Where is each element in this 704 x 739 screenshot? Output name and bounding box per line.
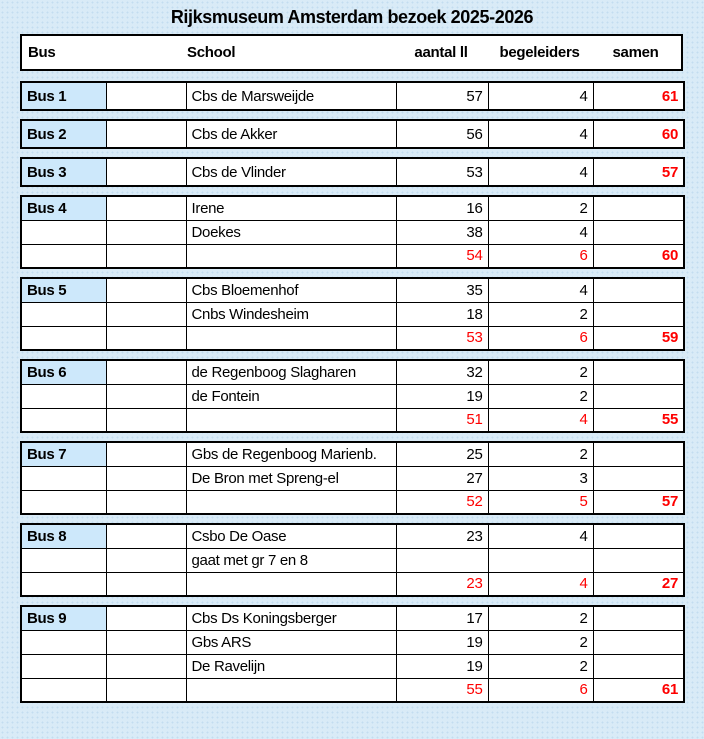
cell-spacer[interactable] <box>106 220 186 244</box>
cell-begeleiders[interactable]: 4 <box>488 120 593 148</box>
cell-samen[interactable] <box>593 360 684 384</box>
cell-bus[interactable] <box>21 678 106 702</box>
cell-samen[interactable]: 60 <box>593 244 684 268</box>
table-header[interactable] <box>20 34 683 71</box>
table-row <box>21 466 684 490</box>
cell-school[interactable]: Cbs Bloemenhof <box>186 278 396 302</box>
cell-spacer[interactable] <box>106 606 186 630</box>
cell-school[interactable]: Cbs de Akker <box>186 120 396 148</box>
cell-bus[interactable] <box>21 326 106 350</box>
cell-bus[interactable]: Bus 2 <box>21 120 106 148</box>
cell-spacer[interactable] <box>106 384 186 408</box>
cell-bus[interactable] <box>21 572 106 596</box>
cell-samen[interactable] <box>593 442 684 466</box>
cell-bus[interactable] <box>21 302 106 326</box>
cell-aantal-ll[interactable]: 19 <box>396 384 488 408</box>
cell-bus[interactable]: Bus 8 <box>21 524 106 548</box>
cell-aantal-ll[interactable]: 35 <box>396 278 488 302</box>
cell-samen[interactable] <box>593 302 684 326</box>
cell-spacer[interactable] <box>106 678 186 702</box>
cell-school[interactable]: De Bron met Spreng-el <box>186 466 396 490</box>
cell-bus[interactable]: Bus 3 <box>21 158 106 186</box>
cell-bus[interactable]: Bus 7 <box>21 442 106 466</box>
bus-group-8 <box>20 523 685 597</box>
cell-bus[interactable]: Bus 6 <box>21 360 106 384</box>
table-row <box>21 572 684 596</box>
cell-bus[interactable] <box>21 220 106 244</box>
cell-school[interactable]: Cbs Ds Koningsberger <box>186 606 396 630</box>
bus-group-2 <box>20 119 685 149</box>
cell-aantal-ll[interactable] <box>396 548 488 572</box>
cell-spacer[interactable] <box>106 466 186 490</box>
cell-school[interactable]: de Regenboog Slagharen <box>186 360 396 384</box>
bus-group-3 <box>20 157 685 187</box>
cell-bus[interactable] <box>21 244 106 268</box>
table-row <box>21 442 684 466</box>
cell-aantal-ll[interactable]: 16 <box>396 196 488 220</box>
cell-spacer[interactable] <box>106 630 186 654</box>
header-aantal-ll: aantal ll <box>414 44 468 61</box>
cell-aantal-ll[interactable]: 25 <box>396 442 488 466</box>
cell-samen[interactable]: 61 <box>593 82 684 110</box>
cell-samen[interactable] <box>593 384 684 408</box>
table-row <box>21 360 684 384</box>
cell-samen[interactable] <box>593 654 684 678</box>
cell-spacer[interactable] <box>106 654 186 678</box>
table-row <box>21 408 684 432</box>
cell-bus[interactable]: Bus 4 <box>21 196 106 220</box>
table-row <box>21 326 684 350</box>
cell-aantal-ll[interactable]: 23 <box>396 572 488 596</box>
cell-bus[interactable] <box>21 384 106 408</box>
cell-samen[interactable]: 59 <box>593 326 684 350</box>
cell-begeleiders[interactable]: 2 <box>488 606 593 630</box>
cell-begeleiders[interactable]: 2 <box>488 384 593 408</box>
cell-spacer[interactable] <box>106 360 186 384</box>
header-school: School <box>187 44 236 61</box>
cell-begeleiders[interactable]: 2 <box>488 302 593 326</box>
cell-samen[interactable] <box>593 524 684 548</box>
cell-begeleiders[interactable]: 4 <box>488 82 593 110</box>
table-row <box>21 384 684 408</box>
cell-aantal-ll[interactable]: 32 <box>396 360 488 384</box>
cell-samen[interactable] <box>593 606 684 630</box>
cell-begeleiders[interactable]: 4 <box>488 524 593 548</box>
cell-school[interactable]: Csbo De Oase <box>186 524 396 548</box>
cell-spacer[interactable] <box>106 244 186 268</box>
cell-spacer[interactable] <box>106 408 186 432</box>
cell-school[interactable] <box>186 408 396 432</box>
cell-begeleiders[interactable]: 4 <box>488 158 593 186</box>
cell-spacer[interactable] <box>106 442 186 466</box>
cell-school[interactable]: gaat met gr 7 en 8 <box>186 548 396 572</box>
cell-begeleiders[interactable]: 5 <box>488 490 593 514</box>
cell-begeleiders[interactable]: 2 <box>488 654 593 678</box>
table-row <box>21 158 684 186</box>
table-row <box>21 606 684 630</box>
cell-samen[interactable] <box>593 278 684 302</box>
cell-aantal-ll[interactable]: 19 <box>396 654 488 678</box>
cell-samen[interactable]: 57 <box>593 158 684 186</box>
cell-spacer[interactable] <box>106 572 186 596</box>
bus-group-6 <box>20 359 685 433</box>
cell-spacer[interactable] <box>106 524 186 548</box>
bus-group-4 <box>20 195 685 269</box>
page-title: Rijksmuseum Amsterdam bezoek 2025-2026 <box>170 7 534 27</box>
cell-samen[interactable]: 27 <box>593 572 684 596</box>
table-row <box>21 302 684 326</box>
cell-aantal-ll[interactable]: 57 <box>396 82 488 110</box>
cell-spacer[interactable] <box>106 326 186 350</box>
table-row <box>21 244 684 268</box>
cell-spacer[interactable] <box>106 278 186 302</box>
cell-samen[interactable] <box>593 220 684 244</box>
cell-samen[interactable] <box>593 630 684 654</box>
cell-aantal-ll[interactable]: 51 <box>396 408 488 432</box>
cell-aantal-ll[interactable]: 54 <box>396 244 488 268</box>
table-row <box>21 678 684 702</box>
cell-spacer[interactable] <box>106 548 186 572</box>
cell-school[interactable]: Cnbs Windesheim <box>186 302 396 326</box>
cell-aantal-ll[interactable]: 27 <box>396 466 488 490</box>
cell-bus[interactable]: Bus 5 <box>21 278 106 302</box>
bus-group-5 <box>20 277 685 351</box>
cell-begeleiders[interactable] <box>488 548 593 572</box>
cell-aantal-ll[interactable]: 56 <box>396 120 488 148</box>
cell-school[interactable]: de Fontein <box>186 384 396 408</box>
cell-samen[interactable]: 60 <box>593 120 684 148</box>
table-row <box>21 196 684 220</box>
table-row <box>21 524 684 548</box>
cell-spacer[interactable] <box>106 82 186 110</box>
cell-school[interactable]: De Ravelijn <box>186 654 396 678</box>
header-samen: samen <box>612 44 659 61</box>
cell-school[interactable] <box>186 244 396 268</box>
cell-bus[interactable] <box>21 654 106 678</box>
cell-aantal-ll[interactable]: 53 <box>396 158 488 186</box>
cell-spacer[interactable] <box>106 490 186 514</box>
bus-group-7 <box>20 441 685 515</box>
table-row <box>21 278 684 302</box>
cell-spacer[interactable] <box>106 196 186 220</box>
cell-school[interactable]: Cbs de Marsweijde <box>186 82 396 110</box>
cell-school[interactable]: Cbs de Vlinder <box>186 158 396 186</box>
cell-begeleiders[interactable]: 2 <box>488 630 593 654</box>
cell-school[interactable]: Gbs ARS <box>186 630 396 654</box>
cell-bus[interactable]: Bus 9 <box>21 606 106 630</box>
cell-aantal-ll[interactable]: 52 <box>396 490 488 514</box>
cell-samen[interactable]: 61 <box>593 678 684 702</box>
cell-bus[interactable] <box>21 630 106 654</box>
cell-samen[interactable]: 57 <box>593 490 684 514</box>
cell-samen[interactable] <box>593 466 684 490</box>
cell-school[interactable] <box>186 572 396 596</box>
cell-aantal-ll[interactable]: 38 <box>396 220 488 244</box>
cell-school[interactable] <box>186 678 396 702</box>
header-begeleiders: begeleiders <box>499 44 580 61</box>
cell-begeleiders[interactable]: 6 <box>488 678 593 702</box>
table-row <box>21 654 684 678</box>
cell-spacer[interactable] <box>106 120 186 148</box>
cell-begeleiders[interactable]: 2 <box>488 442 593 466</box>
cell-aantal-ll[interactable]: 53 <box>396 326 488 350</box>
cell-begeleiders[interactable]: 2 <box>488 196 593 220</box>
table-row <box>21 490 684 514</box>
bus-group-9 <box>20 605 685 703</box>
cell-spacer[interactable] <box>106 158 186 186</box>
table-row <box>21 630 684 654</box>
cell-aantal-ll[interactable]: 19 <box>396 630 488 654</box>
cell-begeleiders[interactable]: 4 <box>488 220 593 244</box>
cell-school[interactable]: Gbs de Regenboog Marienb. <box>186 442 396 466</box>
cell-aantal-ll[interactable]: 23 <box>396 524 488 548</box>
table-row <box>21 120 684 148</box>
cell-aantal-ll[interactable]: 55 <box>396 678 488 702</box>
cell-begeleiders[interactable]: 6 <box>488 244 593 268</box>
cell-school[interactable]: Irene <box>186 196 396 220</box>
cell-begeleiders[interactable]: 4 <box>488 572 593 596</box>
cell-bus[interactable]: Bus 1 <box>21 82 106 110</box>
cell-spacer[interactable] <box>106 302 186 326</box>
cell-school[interactable] <box>186 490 396 514</box>
cell-samen[interactable] <box>593 548 684 572</box>
cell-begeleiders[interactable]: 4 <box>488 278 593 302</box>
cell-begeleiders[interactable]: 2 <box>488 360 593 384</box>
cell-school[interactable] <box>186 326 396 350</box>
cell-samen[interactable]: 55 <box>593 408 684 432</box>
cell-begeleiders[interactable]: 6 <box>488 326 593 350</box>
bus-group-1 <box>20 81 685 111</box>
cell-aantal-ll[interactable]: 18 <box>396 302 488 326</box>
cell-bus[interactable] <box>21 548 106 572</box>
table-row <box>21 82 684 110</box>
table-row <box>21 548 684 572</box>
header-bus: Bus <box>28 44 56 61</box>
table-row <box>21 220 684 244</box>
cell-school[interactable]: Doekes <box>186 220 396 244</box>
bus-groups <box>0 81 704 703</box>
cell-begeleiders[interactable]: 3 <box>488 466 593 490</box>
cell-aantal-ll[interactable]: 17 <box>396 606 488 630</box>
cell-bus[interactable] <box>21 466 106 490</box>
cell-samen[interactable] <box>593 196 684 220</box>
cell-bus[interactable] <box>21 490 106 514</box>
cell-bus[interactable] <box>21 408 106 432</box>
cell-begeleiders[interactable]: 4 <box>488 408 593 432</box>
